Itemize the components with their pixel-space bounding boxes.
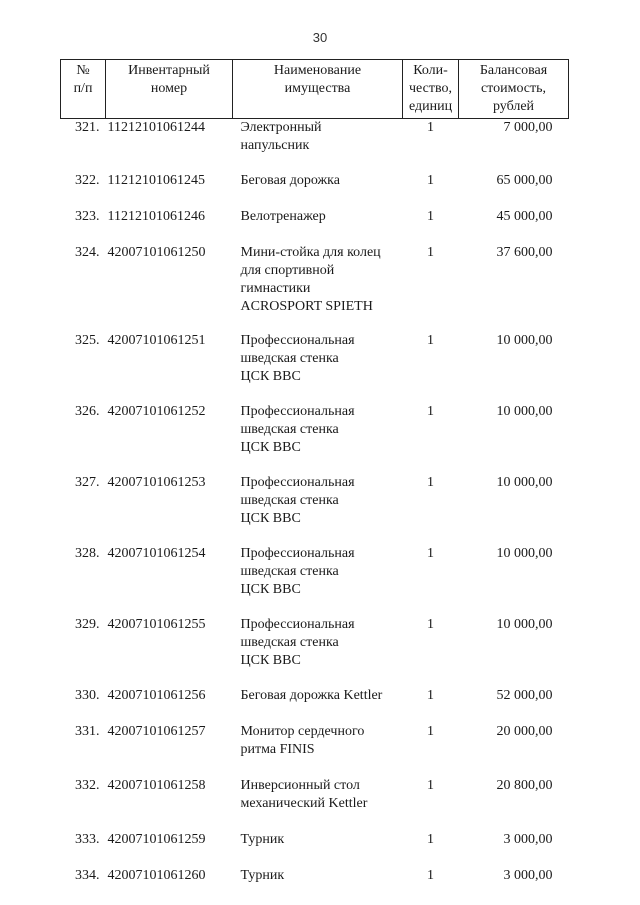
row-number-cell: 328. — [75, 546, 100, 561]
row-number-cell: 331. — [75, 724, 100, 739]
inventory-number-cell: 42007101061250 — [107, 245, 206, 260]
inventory-number-cell: 42007101061254 — [107, 546, 206, 561]
table-row — [61, 545, 569, 616]
inventory-number-cell: 42007101061256 — [107, 688, 206, 703]
row-number-cell: 332. — [75, 778, 100, 793]
property-name-cell: Профессиональная шведская стенка ЦСК ВВС — [240, 333, 355, 384]
book-value-cell: 3 000,00 — [503, 832, 553, 847]
book-value-cell: 10 000,00 — [496, 546, 553, 561]
quantity-cell: 1 — [427, 868, 434, 883]
header-book-value: Балансовая стоимость, рублей — [459, 60, 569, 119]
quantity-cell: 1 — [427, 245, 434, 260]
table-row — [61, 616, 569, 687]
book-value-cell: 65 000,00 — [496, 173, 553, 188]
inventory-number-cell: 42007101061258 — [107, 778, 206, 793]
table-row — [61, 474, 569, 545]
table-row — [61, 244, 569, 332]
book-value-cell: 37 600,00 — [496, 245, 553, 260]
property-name-cell: Монитор сердечного ритма FINIS — [240, 724, 365, 757]
table-row — [61, 332, 569, 403]
book-value-cell: 7 000,00 — [503, 120, 553, 135]
table-row — [61, 867, 569, 897]
book-value-cell: 3 000,00 — [503, 868, 553, 883]
book-value-cell: 52 000,00 — [496, 688, 553, 703]
property-name-cell: Профессиональная шведская стенка ЦСК ВВС — [240, 546, 355, 597]
book-value-cell: 10 000,00 — [496, 404, 553, 419]
inventory-number-cell: 11212101061246 — [107, 209, 205, 224]
quantity-cell: 1 — [427, 617, 434, 632]
inventory-table — [60, 59, 569, 897]
inventory-number-cell: 42007101061259 — [107, 832, 206, 847]
table-row — [61, 777, 569, 831]
row-number-cell: 327. — [75, 475, 100, 490]
inventory-number-cell: 42007101061260 — [107, 868, 206, 883]
property-name-cell: Турник — [240, 868, 285, 883]
property-name-cell: Беговая дорожка Kettler — [240, 688, 383, 703]
inventory-number-cell: 11212101061245 — [107, 173, 205, 188]
quantity-cell: 1 — [427, 546, 434, 561]
header-quantity: Коли- чество, единиц — [403, 60, 459, 119]
book-value-cell: 10 000,00 — [496, 333, 553, 348]
quantity-cell: 1 — [427, 209, 434, 224]
row-number-cell: 324. — [75, 245, 100, 260]
property-name-cell: Беговая дорожка — [240, 173, 340, 188]
row-number-cell: 325. — [75, 333, 100, 348]
page-number: 30 — [312, 30, 328, 45]
property-name-cell: Профессиональная шведская стенка ЦСК ВВС — [240, 617, 355, 668]
header-row-number: № п/п — [61, 60, 106, 119]
book-value-cell: 45 000,00 — [496, 209, 553, 224]
book-value-cell: 20 800,00 — [496, 778, 553, 793]
inventory-number-cell: 42007101061253 — [107, 475, 206, 490]
inventory-number-cell: 42007101061255 — [107, 617, 206, 632]
property-name-cell: Мини-стойка для колец для спортивной гимнастики ACROSPORT SPIETH — [240, 245, 381, 314]
property-name-cell: Профессиональная шведская стенка ЦСК ВВС — [240, 404, 355, 455]
row-number-cell: 321. — [75, 120, 100, 135]
quantity-cell: 1 — [427, 724, 434, 739]
inventory-number-cell: 42007101061251 — [107, 333, 206, 348]
book-value-cell: 10 000,00 — [496, 617, 553, 632]
header-property-name: Наименование имущества — [233, 60, 403, 119]
inventory-number-cell: 11212101061244 — [107, 120, 205, 135]
property-name-cell: Электронный напульсник — [240, 120, 322, 153]
table-row — [61, 172, 569, 208]
row-number-cell: 333. — [75, 832, 100, 847]
header-inventory-number: Инвентарный номер — [106, 60, 233, 119]
row-number-cell: 334. — [75, 868, 100, 883]
property-name-cell: Инверсионный стол механический Kettler — [240, 778, 368, 811]
row-number-cell: 326. — [75, 404, 100, 419]
inventory-number-cell: 42007101061252 — [107, 404, 206, 419]
table-header-row — [61, 60, 569, 119]
inventory-number-cell: 42007101061257 — [107, 724, 206, 739]
row-number-cell: 329. — [75, 617, 100, 632]
quantity-cell: 1 — [427, 778, 434, 793]
table-row — [61, 208, 569, 244]
row-number-cell: 323. — [75, 209, 100, 224]
quantity-cell: 1 — [427, 475, 434, 490]
table-row — [61, 403, 569, 474]
table-row — [61, 723, 569, 777]
row-number-cell: 322. — [75, 173, 100, 188]
quantity-cell: 1 — [427, 120, 434, 135]
quantity-cell: 1 — [427, 404, 434, 419]
property-name-cell: Турник — [240, 832, 285, 847]
book-value-cell: 10 000,00 — [496, 475, 553, 490]
table-row — [61, 687, 569, 723]
row-number-cell: 330. — [75, 688, 100, 703]
table-row — [61, 119, 569, 173]
quantity-cell: 1 — [427, 173, 434, 188]
table-row — [61, 831, 569, 867]
property-name-cell: Велотренажер — [240, 209, 326, 224]
quantity-cell: 1 — [427, 832, 434, 847]
quantity-cell: 1 — [427, 688, 434, 703]
property-name-cell: Профессиональная шведская стенка ЦСК ВВС — [240, 475, 355, 526]
book-value-cell: 20 000,00 — [496, 724, 553, 739]
quantity-cell: 1 — [427, 333, 434, 348]
